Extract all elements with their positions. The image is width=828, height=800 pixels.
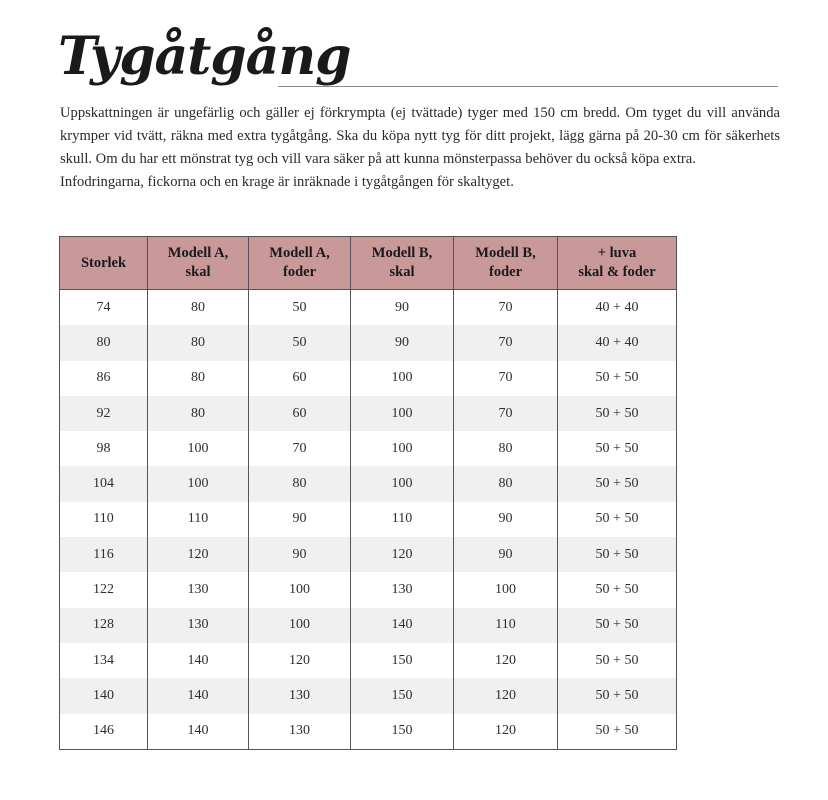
table-row <box>60 290 677 326</box>
table-row <box>60 643 677 678</box>
table-cell: 100 <box>351 431 454 466</box>
table-cell: 140 <box>148 643 249 678</box>
table-cell: 50 + 50 <box>558 714 677 750</box>
size-cell: 122 <box>60 572 148 607</box>
table-cell: 50 + 50 <box>558 396 677 431</box>
table-row <box>60 678 677 713</box>
table-cell: 80 <box>454 466 558 501</box>
table-row <box>60 431 677 466</box>
table-cell: 50 + 50 <box>558 431 677 466</box>
table-cell: 60 <box>249 361 351 396</box>
table-cell: 50 <box>249 325 351 360</box>
table-cell: 50 <box>249 290 351 326</box>
header-model-b-shell <box>351 237 454 290</box>
table-cell: 110 <box>351 502 454 537</box>
table-cell: 80 <box>148 290 249 326</box>
table-cell: 40 + 40 <box>558 290 677 326</box>
table-cell: 50 + 50 <box>558 608 677 643</box>
table-cell: 120 <box>454 643 558 678</box>
table-cell: 90 <box>454 537 558 572</box>
table-cell: 120 <box>351 537 454 572</box>
table-cell: 50 + 50 <box>558 466 677 501</box>
table-row <box>60 361 677 396</box>
table-cell: 100 <box>249 572 351 607</box>
table-cell: 80 <box>454 431 558 466</box>
size-cell: 140 <box>60 678 148 713</box>
header-model-a-shell <box>148 237 249 290</box>
header-size <box>60 237 148 290</box>
table-cell: 150 <box>351 643 454 678</box>
table-cell: 90 <box>351 290 454 326</box>
table-cell: 100 <box>148 466 249 501</box>
size-cell: 116 <box>60 537 148 572</box>
column-header-line-2: skal & foder <box>578 264 656 280</box>
table-cell: 90 <box>454 502 558 537</box>
table-header-row <box>60 237 677 290</box>
table-row <box>60 396 677 431</box>
table-cell: 120 <box>148 537 249 572</box>
table-cell: 100 <box>351 396 454 431</box>
table-cell: 120 <box>454 714 558 750</box>
table-cell: 60 <box>249 396 351 431</box>
table-row <box>60 502 677 537</box>
size-cell: 86 <box>60 361 148 396</box>
column-header-line-2: skal <box>185 264 211 280</box>
header-hood <box>558 237 677 290</box>
title-divider <box>278 86 778 87</box>
column-header-line-2: foder <box>488 264 522 280</box>
table-cell: 100 <box>454 572 558 607</box>
intro-paragraph-2: Infodringarna, fickorna och en krage är inräknade i tygåtgången för skaltyget. <box>60 174 514 190</box>
table-cell: 80 <box>249 466 351 501</box>
intro-paragraph-1: Uppskattningen är ungefärlig och gäller ej förkrympta (ej tvättade) tyger med 150 cm bredd. Om tyget du vill använda krymper vid tvätt, räkna med extra tygåtgång. Ska du köpa nytt tyg för ditt projekt, lägg gärna på 20-30 cm för säkerhets skull. Om du har ett mönstrat tyg och vill vara säker på att kunna mönsterpassa behöver du också köpa extra. <box>60 105 780 167</box>
table-cell: 100 <box>351 466 454 501</box>
table-body <box>60 290 677 750</box>
table-row <box>60 537 677 572</box>
table-cell: 50 + 50 <box>558 537 677 572</box>
table-cell: 90 <box>249 502 351 537</box>
table-cell: 70 <box>249 431 351 466</box>
table-cell: 80 <box>148 396 249 431</box>
table-cell: 90 <box>249 537 351 572</box>
table-row <box>60 572 677 607</box>
size-cell: 80 <box>60 325 148 360</box>
table-cell: 50 + 50 <box>558 678 677 713</box>
table-cell: 40 + 40 <box>558 325 677 360</box>
size-cell: 104 <box>60 466 148 501</box>
table-cell: 120 <box>249 643 351 678</box>
table-cell: 130 <box>148 608 249 643</box>
table-cell: 100 <box>351 361 454 396</box>
table-cell: 100 <box>148 431 249 466</box>
size-cell: 128 <box>60 608 148 643</box>
column-header-line-2: skal <box>389 264 415 280</box>
size-cell: 92 <box>60 396 148 431</box>
table-cell: 110 <box>148 502 249 537</box>
table-row <box>60 608 677 643</box>
table-cell: 130 <box>351 572 454 607</box>
fabric-consumption-table <box>59 236 677 750</box>
column-header-line-1: + luva <box>597 245 637 261</box>
header-model-b-lining <box>454 237 558 290</box>
table-cell: 130 <box>249 714 351 750</box>
intro-text <box>60 102 780 194</box>
page-title: Tygåtgång <box>58 26 351 87</box>
table-cell: 120 <box>454 678 558 713</box>
column-header-line-2: foder <box>282 264 316 280</box>
table-cell: 50 + 50 <box>558 572 677 607</box>
column-header-line-1: Modell A, <box>269 245 330 261</box>
column-header-line-1: Modell A, <box>167 245 229 261</box>
table-cell: 150 <box>351 714 454 750</box>
table-cell: 80 <box>148 325 249 360</box>
table-cell: 50 + 50 <box>558 643 677 678</box>
table-header <box>60 237 677 290</box>
header-model-a-lining <box>249 237 351 290</box>
table-row <box>60 325 677 360</box>
table-cell: 140 <box>351 608 454 643</box>
table-cell: 110 <box>454 608 558 643</box>
table-cell: 140 <box>148 678 249 713</box>
table-cell: 140 <box>148 714 249 750</box>
table-cell: 70 <box>454 361 558 396</box>
column-header-line-1: Modell B, <box>371 245 433 261</box>
size-cell: 110 <box>60 502 148 537</box>
fabric-table-container <box>59 236 676 750</box>
table-cell: 50 + 50 <box>558 361 677 396</box>
table-cell: 130 <box>148 572 249 607</box>
column-header-line-1: Modell B, <box>475 245 536 261</box>
table-row <box>60 714 677 750</box>
table-cell: 70 <box>454 290 558 326</box>
table-cell: 50 + 50 <box>558 502 677 537</box>
size-cell: 98 <box>60 431 148 466</box>
table-cell: 150 <box>351 678 454 713</box>
table-cell: 70 <box>454 396 558 431</box>
table-cell: 80 <box>148 361 249 396</box>
table-row <box>60 466 677 501</box>
column-header-line-1: Storlek <box>80 254 127 271</box>
size-cell: 146 <box>60 714 148 750</box>
table-cell: 90 <box>351 325 454 360</box>
size-cell: 74 <box>60 290 148 326</box>
size-cell: 134 <box>60 643 148 678</box>
table-cell: 70 <box>454 325 558 360</box>
table-cell: 100 <box>249 608 351 643</box>
table-cell: 130 <box>249 678 351 713</box>
